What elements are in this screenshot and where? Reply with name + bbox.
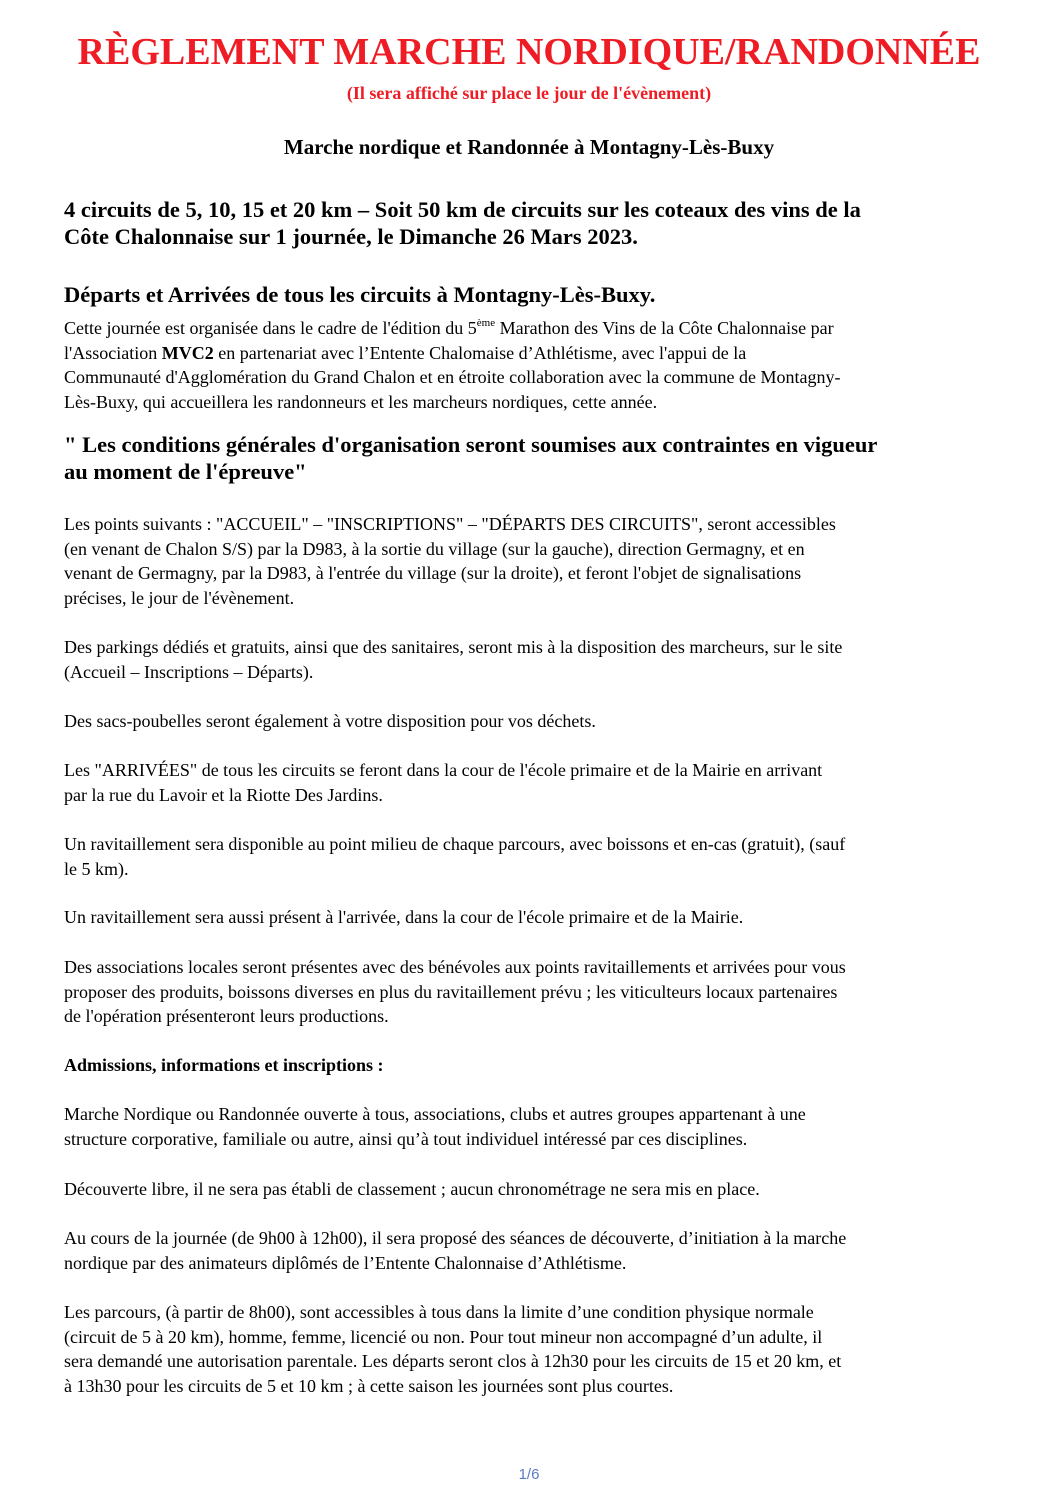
event-heading: Marche nordique et Randonnée à Montagny-Lès-Buxy (283, 135, 775, 159)
conditions-line-2: au moment de l'épreuve" (64, 459, 307, 484)
org-line-2: l'Association MVC2 en partenariat avec l’Entente Chalomaise d’Athlétisme, avec l'appui de la (64, 342, 747, 363)
edition-superscript: ème (476, 317, 496, 329)
org-line-4: Lès-Buxy, qui accueillera les randonneurs et les marcheurs nordiques, cette année. (64, 391, 658, 412)
paragraph-arrival-refreshment: Un ravitaillement sera aussi présent à l'arrivée, dans la cour de l'école primaire et de la Mairie. (64, 907, 744, 927)
paragraph-local-associations: Des associations locales seront présentes avec des bénévoles aux points ravitaillements et arrivées pour vous proposer des produits, boissons diverses en plus du ravitaillement prévu ; les viticulteurs locaux partenaires de l'opération présenteront leurs productions. (64, 957, 846, 1026)
paragraph-free-discovery: Découverte libre, il ne sera pas établi de classement ; aucun chronométrage ne sera mis en place. (64, 1179, 760, 1199)
page-number: 1/6 (518, 1466, 540, 1483)
document-title: RÈGLEMENT MARCHE NORDIQUE/RANDONNÉE (77, 31, 981, 73)
organisation-paragraph (64, 316, 1004, 414)
paragraph-trash-bags: Des sacs-poubelles seront également à votre disposition pour vos déchets. (64, 711, 596, 731)
admissions-heading: Admissions, informations et inscriptions : (64, 1055, 384, 1075)
org-line-3: Communauté d'Agglomération du Grand Chalon et en étroite collaboration avec la commune de Montagny- (64, 367, 841, 387)
paragraph-access-points: Les points suivants : "ACCUEIL" – "INSCRIPTIONS" – "DÉPARTS DES CIRCUITS", seront accessibles (en venant de Chalon S/S) par la D983, à la sortie du village (sur la gauche), direction Germagny, et en venant de Germagny, par la D983, à l'entrée du village (sur la droite), et feront l'objet de signalisations précises, le jour de l'évènement. (64, 514, 836, 608)
paragraph-arrivals: Les "ARRIVÉES" de tous les circuits se feront dans la cour de l'école primaire et de la Mairie en arrivant par la rue du Lavoir et la Riotte Des Jardins. (64, 760, 823, 805)
org-line-1: Cette journée est organisée dans le cadre de l'édition du 5ème Marathon des Vins de la Côte Chalonnaise par (64, 317, 834, 338)
paragraph-refreshments: Un ravitaillement sera disponible au point milieu de chaque parcours, avec boissons et en-cas (gratuit), (sauf le 5 km). (64, 834, 846, 879)
paragraph-open-to-all: Marche Nordique ou Randonnée ouverte à tous, associations, clubs et autres groupes appartenant à une structure corporative, familiale ou autre, ainsi qu’à tout individuel intéressé par ces disciplines. (64, 1104, 806, 1149)
circuits-heading (64, 196, 1004, 250)
paragraph-routes-access: Les parcours, (à partir de 8h00), sont accessibles à tous dans la limite d’une condition physique normale (circuit de 5 à 20 km), homme, femme, licencié ou non. Pour tout mineur non accompagné d’un adulte, il sera demandé une autorisation parentale. Les départs seront clos à 12h30 pour les circuits de 15 et 20 km, et à 13h30 pour les circuits de 5 et 10 km ; à cette saison les journées sont plus courtes. (64, 1302, 842, 1396)
conditions-heading (64, 431, 1004, 485)
document-subtitle: (Il sera affiché sur place le jour de l'évènement) (346, 83, 712, 103)
circuits-line-2: Côte Chalonnaise sur 1 journée, le Dimanche 26 Mars 2023. (64, 224, 638, 249)
departures-heading: Départs et Arrivées de tous les circuits à Montagny-Lès-Buxy. (64, 282, 656, 307)
association-name: MVC2 (161, 342, 214, 363)
paragraph-initiation: Au cours de la journée (de 9h00 à 12h00), il sera proposé des séances de découverte, d’initiation à la marche nordique par des animateurs diplômés de l’Entente Chalonnaise d’Athlétisme. (64, 1228, 847, 1273)
paragraph-parkings: Des parkings dédiés et gratuits, ainsi que des sanitaires, seront mis à la disposition des marcheurs, sur le site (Accueil – Inscriptions – Départs). (64, 637, 843, 682)
conditions-line-1: " Les conditions générales d'organisation seront soumises aux contraintes en vigueur (64, 432, 878, 457)
circuits-line-1: 4 circuits de 5, 10, 15 et 20 km – Soit 50 km de circuits sur les coteaux des vins de la (64, 197, 861, 222)
